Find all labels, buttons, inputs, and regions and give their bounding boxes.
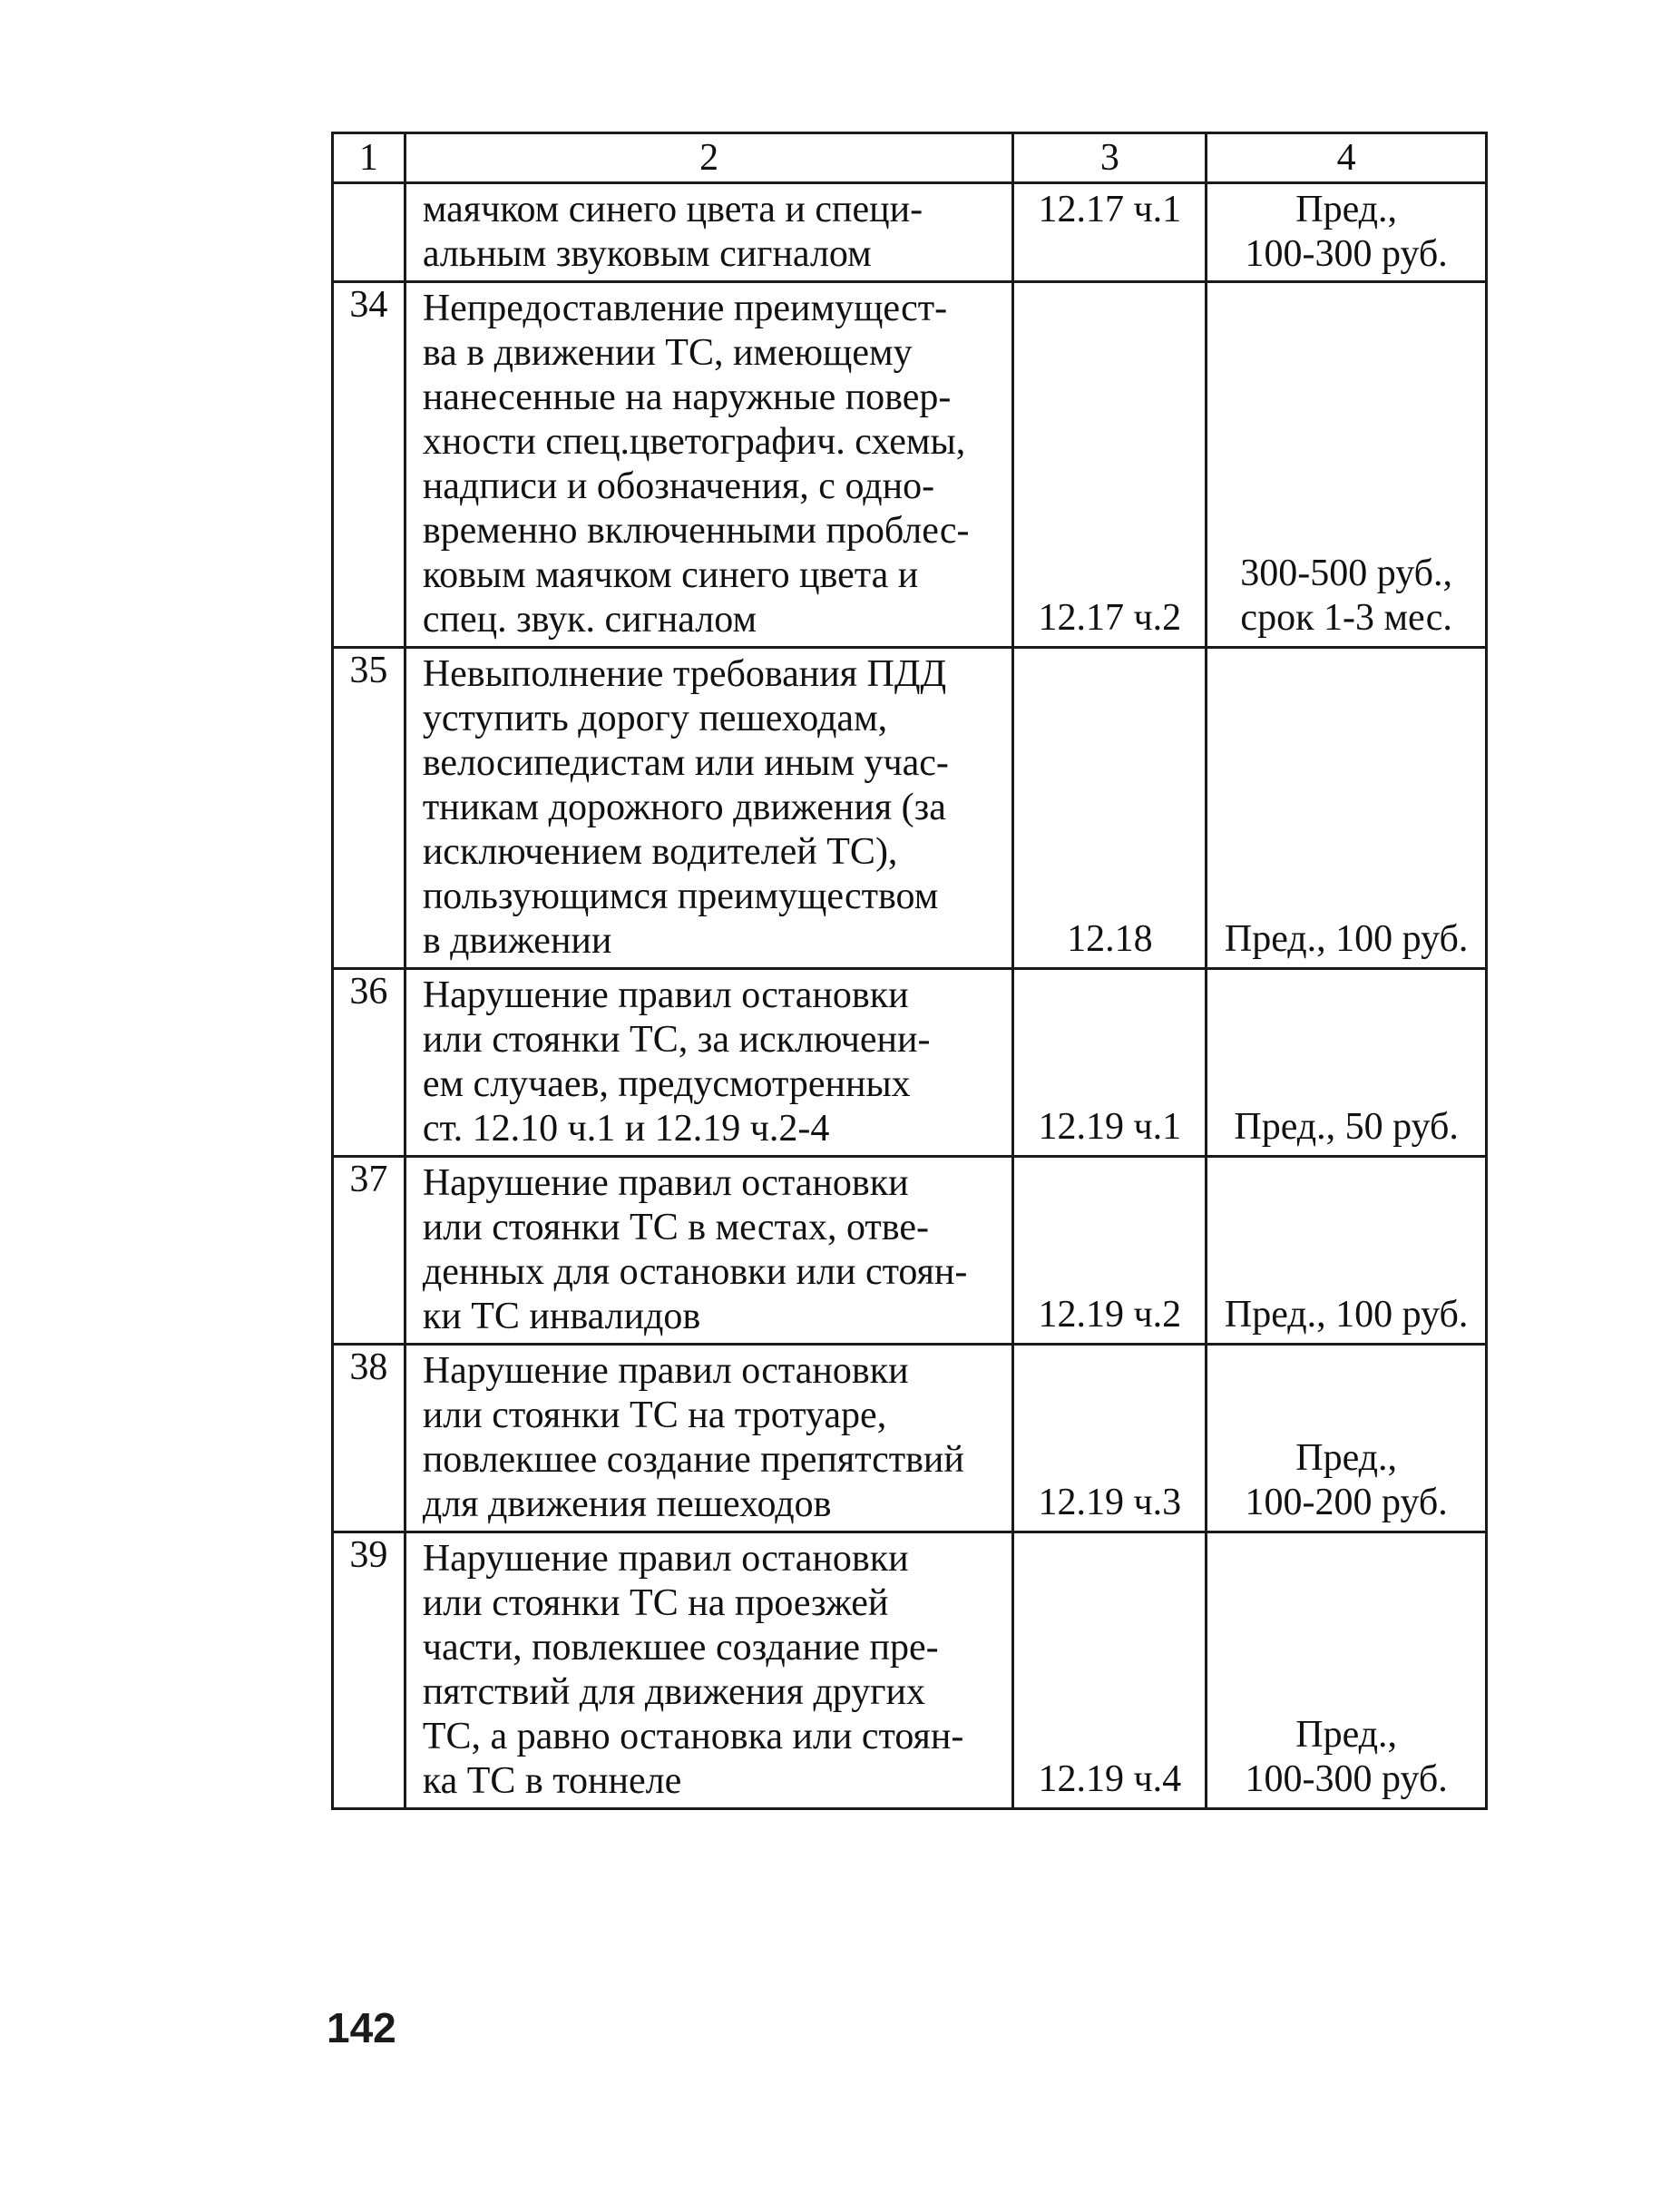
description-line: части, повлекшее создание пре- xyxy=(422,1627,939,1669)
article-reference: 12.19 ч.2 xyxy=(1013,1157,1207,1345)
description-line: пользующимся преимуществом xyxy=(422,876,939,917)
row-number: 37 xyxy=(333,1157,405,1345)
article-reference: 12.19 ч.3 xyxy=(1013,1345,1207,1532)
description-line: денных для остановки или стоян- xyxy=(422,1251,968,1293)
description-line: исключением водителей ТС), xyxy=(422,831,898,873)
offense-description xyxy=(405,648,1013,969)
penalty xyxy=(1207,1345,1487,1532)
description-line: Нарушение правил остановки xyxy=(422,974,909,1016)
article-reference: 12.17 ч.2 xyxy=(1013,282,1207,648)
description-line: ки ТС инвалидов xyxy=(422,1296,701,1337)
penalty-line: срок 1-3 мес. xyxy=(1240,597,1452,639)
description-line: нанесенные на наружные повер- xyxy=(422,377,952,418)
offense-description xyxy=(405,183,1013,282)
description-line: или стоянки ТС, за исключени- xyxy=(422,1019,931,1061)
description-line: велосипедистам или иным учас- xyxy=(422,742,949,784)
description-line: надписи и обозначения, с одно- xyxy=(422,465,935,507)
offense-table xyxy=(331,132,1488,1810)
penalty-line: Пред., xyxy=(1295,1437,1398,1479)
penalty xyxy=(1207,282,1487,648)
penalty-line: 100-300 руб. xyxy=(1245,1758,1448,1800)
table-row xyxy=(333,282,1487,648)
penalty xyxy=(1207,1157,1487,1345)
penalty-line: Пред., xyxy=(1295,1714,1398,1756)
header-cell-4: 4 xyxy=(1207,133,1487,183)
penalty-line: Пред., 100 руб. xyxy=(1224,918,1469,960)
description-line: спец. звук. сигналом xyxy=(422,599,757,641)
table-row xyxy=(333,183,1487,282)
table-row xyxy=(333,969,1487,1157)
table-body xyxy=(333,133,1487,1809)
table-row xyxy=(333,1157,1487,1345)
penalty-line: 300-500 руб., xyxy=(1240,553,1453,594)
page-number: 142 xyxy=(327,2004,396,2051)
description-line: повлекшее создание препятствий xyxy=(422,1439,964,1481)
description-line: или стоянки ТС в местах, отве- xyxy=(422,1207,929,1248)
penalty-line: 100-200 руб. xyxy=(1245,1482,1448,1523)
description-line: или стоянки ТС на тротуаре, xyxy=(422,1395,887,1436)
description-line: уступить дорогу пешеходам, xyxy=(422,698,888,739)
description-line: тникам дорожного движения (за xyxy=(422,787,946,828)
description-line: маячком синего цвета и специ- xyxy=(422,189,923,230)
row-number xyxy=(333,183,405,282)
description-line: Непредоставление преимущест- xyxy=(422,288,948,329)
penalty xyxy=(1207,1532,1487,1809)
row-number: 36 xyxy=(333,969,405,1157)
table-header-row xyxy=(333,133,1487,183)
article-reference: 12.17 ч.1 xyxy=(1013,183,1207,282)
row-number: 38 xyxy=(333,1345,405,1532)
offense-description xyxy=(405,969,1013,1157)
description-line: в движении xyxy=(422,920,612,962)
description-line: ка ТС в тоннеле xyxy=(422,1760,682,1802)
description-line: альным звуковым сигналом xyxy=(422,233,872,275)
article-reference: 12.18 xyxy=(1013,648,1207,969)
header-cell-2: 2 xyxy=(405,133,1013,183)
penalty xyxy=(1207,969,1487,1157)
penalty xyxy=(1207,183,1487,282)
article-reference: 12.19 ч.1 xyxy=(1013,969,1207,1157)
description-line: ковым маячком синего цвета и xyxy=(422,554,919,596)
description-line: для движения пешеходов xyxy=(422,1483,832,1525)
table-row xyxy=(333,1532,1487,1809)
article-reference: 12.19 ч.4 xyxy=(1013,1532,1207,1809)
offense-description xyxy=(405,1345,1013,1532)
description-line: временно включенными проблес- xyxy=(422,510,970,552)
description-line: или стоянки ТС на проезжей xyxy=(422,1582,889,1624)
offense-description xyxy=(405,282,1013,648)
description-line: Нарушение правил остановки xyxy=(422,1538,909,1580)
header-cell-1: 1 xyxy=(333,133,405,183)
description-line: ст. 12.10 ч.1 и 12.19 ч.2-4 xyxy=(422,1108,830,1150)
penalty-line: 100-300 руб. xyxy=(1245,233,1448,275)
description-line: Нарушение правил остановки xyxy=(422,1350,909,1392)
description-line: ТС, а равно остановка или стоян- xyxy=(422,1716,964,1757)
description-line: хности спец.цветографич. схемы, xyxy=(422,421,966,463)
description-line: пятствий для движения других xyxy=(422,1671,925,1713)
table-row xyxy=(333,648,1487,969)
description-line: Невыполнение требования ПДД xyxy=(422,653,947,695)
description-line: ва в движении ТС, имеющему xyxy=(422,332,913,374)
header-cell-3: 3 xyxy=(1013,133,1207,183)
penalty xyxy=(1207,648,1487,969)
penalty-line: Пред., xyxy=(1295,189,1398,230)
row-number: 34 xyxy=(333,282,405,648)
description-line: Нарушение правил остановки xyxy=(422,1162,909,1204)
penalty-line: Пред., 50 руб. xyxy=(1234,1106,1459,1148)
offense-description xyxy=(405,1157,1013,1345)
table-row xyxy=(333,1345,1487,1532)
row-number: 35 xyxy=(333,648,405,969)
row-number: 39 xyxy=(333,1532,405,1809)
penalty-line: Пред., 100 руб. xyxy=(1224,1294,1469,1336)
offense-description xyxy=(405,1532,1013,1809)
description-line: ем случаев, предусмотренных xyxy=(422,1063,911,1105)
